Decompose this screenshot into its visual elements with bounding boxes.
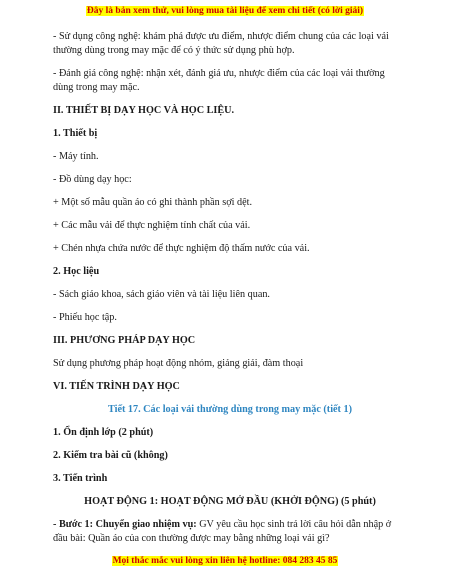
list-item-may-tinh: - Máy tính. xyxy=(53,151,99,162)
heading-on-dinh-lop: 1. Ổn định lớp (2 phút) xyxy=(53,427,154,438)
heading-tien-trinh: 3. Tiến trình xyxy=(53,473,108,484)
paragraph-phuong-phap: Sử dụng phương pháp hoạt động nhóm, giảng giải, đàm thoại xyxy=(53,358,304,369)
heading-kiem-tra-bai-cu: 2. Kiểm tra bài cũ (không) xyxy=(53,450,168,461)
preview-notice-text: Đây là bản xem thử, vui lòng mua tài liệu để xem chi tiết (có lời giải) xyxy=(86,6,364,16)
hotline-text: Mọi thắc mắc vui lòng xin liên hệ hotline: 084 283 45 85 xyxy=(112,556,338,566)
hotline-banner xyxy=(0,556,450,566)
heading-section-ii: II. THIẾT BỊ DẠY HỌC VÀ HỌC LIỆU. xyxy=(53,105,235,116)
document-body xyxy=(53,30,407,555)
list-item-do-dung: - Đồ dùng dạy học: xyxy=(53,174,132,185)
list-item-quan-ao: + Một số mẫu quần áo có ghi thành phần sợi dệt. xyxy=(53,197,253,208)
paragraph-buoc-1 xyxy=(53,518,407,546)
heading-hoc-lieu: 2. Học liệu xyxy=(53,266,100,277)
list-item-phieu: - Phiếu học tập. xyxy=(53,312,117,323)
heading-thiet-bi: 1. Thiết bị xyxy=(53,128,98,139)
heading-section-iii: III. PHƯƠNG PHÁP DẠY HỌC xyxy=(53,335,196,346)
list-item-chen-nhua: + Chén nhựa chứa nước để thực nghiệm độ thấm nước của vải. xyxy=(53,243,310,254)
paragraph-su-dung-cong-nghe: - Sử dụng công nghệ: khám phá được ưu điểm, nhược điểm chung của các loại vải thường dùng trong may mặc để có ý thức sử dụng phù hợp. xyxy=(53,31,389,56)
list-item-sach: - Sách giáo khoa, sách giáo viên và tài liệu liên quan. xyxy=(53,289,270,300)
heading-section-vi: VI. TIẾN TRÌNH DẠY HỌC xyxy=(53,381,180,392)
list-item-mau-vai: + Các mẫu vải để thực nghiệm tính chất của vải. xyxy=(53,220,251,231)
step-1-label: - Bước 1: Chuyển giao nhiệm vụ: xyxy=(53,519,197,530)
heading-hoat-dong-1: HOẠT ĐỘNG 1: HOẠT ĐỘNG MỞ ĐẦU (KHỞI ĐỘNG) (5 phút) xyxy=(84,496,376,507)
step-1-text: GV yêu cầu học sinh trả lời câu hỏi dẫn nhập ở đầu bài: Quần áo của con thường được may bằng những loại vải gì? xyxy=(53,519,392,544)
preview-notice-banner xyxy=(0,6,450,16)
lesson-title: Tiết 17. Các loại vải thường dùng trong may mặc (tiết 1) xyxy=(108,404,352,415)
paragraph-danh-gia-cong-nghe: - Đánh giá công nghệ: nhận xét, đánh giá ưu, nhược điểm của các loại vải thường dùng trong may mặc. xyxy=(53,68,385,93)
